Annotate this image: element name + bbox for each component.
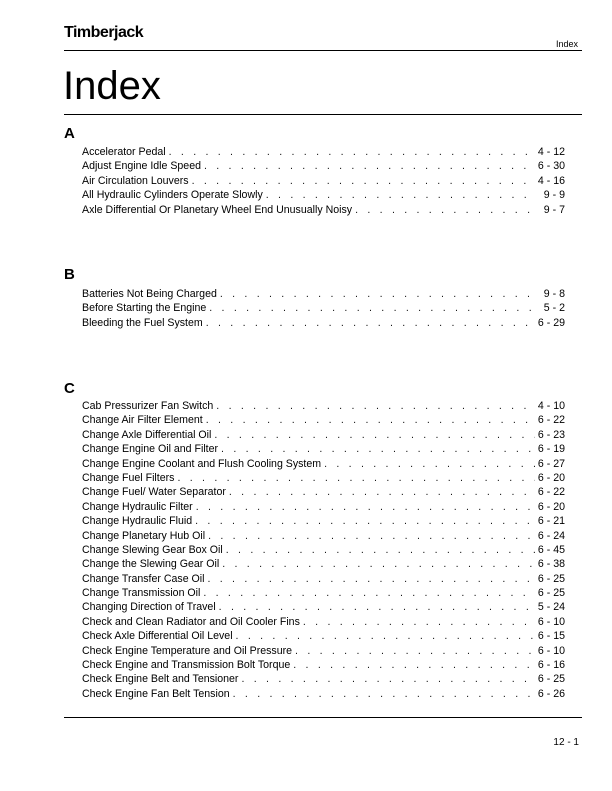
dot-leader: [292, 644, 535, 658]
index-entry-page: 6 - 25: [537, 587, 565, 600]
index-entry-title: Accelerator Pedal: [82, 146, 166, 158]
index-entry-title: Check and Clean Radiator and Oil Cooler Fins: [82, 615, 300, 628]
index-entry: [82, 514, 565, 528]
index-entry-page: 9 - 9: [543, 189, 565, 202]
dot-leader: [230, 687, 535, 701]
index-entry-page: 6 - 38: [537, 558, 565, 571]
dot-leader: [211, 428, 535, 442]
index-entry-page: 6 - 23: [537, 428, 565, 441]
index-entry-page: 6 - 16: [537, 659, 565, 672]
index-entry-page: 6 - 19: [537, 443, 565, 456]
index-entry: [82, 316, 565, 330]
index-entry-page: 9 - 8: [543, 288, 565, 300]
index-entry: [82, 485, 565, 499]
footer-rule: [64, 717, 582, 718]
index-entry-page: 6 - 10: [537, 615, 565, 628]
index-entry: [82, 471, 565, 485]
index-entry-page: 6 - 25: [537, 572, 565, 585]
index-entry-page: 5 - 2: [543, 302, 565, 315]
running-header-section: Index: [555, 39, 578, 49]
dot-leader: [205, 529, 535, 543]
dot-leader: [193, 500, 535, 514]
index-entry-title: Change Air Filter Element: [82, 414, 203, 427]
index-entry-page: 4 - 10: [537, 400, 565, 412]
index-entry-page: 6 - 45: [537, 543, 565, 556]
dot-leader: [233, 629, 535, 643]
index-entry-title: Change Axle Differential Oil: [82, 428, 212, 441]
index-entry-page: 4 - 12: [537, 146, 565, 158]
index-entry-page: 5 - 24: [537, 601, 565, 614]
index-entry-title: Change Hydraulic Fluid: [82, 515, 193, 528]
index-entry: [82, 572, 565, 586]
section-letter-c: C: [64, 380, 75, 397]
index-entry-title: Axle Differential Or Planetary Wheel End Unusually Noisy: [82, 203, 353, 216]
section-letter-b: B: [64, 266, 75, 283]
index-entry-page: 4 - 16: [537, 174, 565, 187]
index-entry-page: 6 - 20: [537, 500, 565, 513]
index-entry-title: Check Axle Differential Oil Level: [82, 630, 233, 643]
index-entry-title: Change Slewing Gear Box Oil: [82, 543, 223, 556]
index-entry: [82, 301, 565, 315]
index-entry: [82, 399, 565, 413]
index-entry: [82, 203, 565, 217]
dot-leader: [352, 203, 535, 217]
dot-leader: [226, 485, 535, 499]
index-entry-title: Check Engine and Transmission Bolt Torque: [82, 659, 291, 672]
index-entry: [82, 145, 565, 159]
dot-leader: [219, 557, 535, 571]
index-entry-title: Check Engine Belt and Tensioner: [82, 673, 239, 686]
header-rule: [64, 50, 582, 51]
index-entry-title: Change Transfer Case Oil: [82, 572, 205, 585]
index-entry-title: Bleeding the Fuel System: [82, 316, 203, 329]
index-entry: [82, 644, 565, 658]
index-entry-title: Change Fuel Filters: [82, 471, 175, 484]
index-entry-title: Changing Direction of Travel: [82, 601, 216, 614]
index-entry: [82, 159, 565, 173]
dot-leader: [201, 159, 535, 173]
index-entry: [82, 557, 565, 571]
index-entry: [82, 413, 565, 427]
index-entry-page: 6 - 30: [537, 160, 565, 173]
index-entry-title: Batteries Not Being Charged: [82, 288, 217, 300]
index-entry-page: 6 - 21: [537, 515, 565, 528]
dot-leader: [216, 600, 535, 614]
index-entry: [82, 174, 565, 188]
index-entry-title: Change Engine Oil and Filter: [82, 443, 219, 456]
index-entry-page: 6 - 29: [537, 316, 565, 329]
index-entry: [82, 287, 565, 301]
dot-leader: [203, 413, 535, 427]
index-entry-title: Adjust Engine Idle Speed: [82, 160, 201, 173]
index-entry-title: Check Engine Fan Belt Tension: [82, 687, 230, 700]
index-entry-title: Air Circulation Louvers: [82, 174, 189, 187]
dot-leader: [203, 316, 535, 330]
index-entry-title: All Hydraulic Cylinders Operate Slowly: [82, 189, 263, 202]
index-entry-title: Check Engine Temperature and Oil Pressure: [82, 644, 293, 657]
index-entry-page: 6 - 25: [537, 673, 565, 686]
index-entry: [82, 442, 565, 456]
index-entry: [82, 188, 565, 202]
index-entry: [82, 615, 565, 629]
index-entry: [82, 600, 565, 614]
title-rule: [64, 114, 582, 115]
index-entry: [82, 457, 565, 471]
index-entry-title: Cab Pressurizer Fan Switch: [82, 400, 214, 412]
index-entry-page: 9 - 7: [543, 203, 565, 216]
index-entry: [82, 672, 565, 686]
dot-leader: [321, 457, 535, 471]
index-entry-title: Change Engine Coolant and Flush Cooling System: [82, 457, 322, 470]
index-entry-page: 6 - 15: [537, 630, 565, 643]
index-entry-page: 6 - 10: [537, 644, 565, 657]
index-entry-title: Change Hydraulic Filter: [82, 500, 193, 513]
index-entry: [82, 658, 565, 672]
index-entry: [82, 428, 565, 442]
index-entry: [82, 543, 565, 557]
section-a-entries: [82, 145, 565, 217]
page-number: 12 - 1: [553, 737, 579, 748]
dot-leader: [206, 301, 535, 315]
dot-leader: [238, 672, 535, 686]
dot-leader: [174, 471, 535, 485]
index-entry: [82, 629, 565, 643]
index-entry-page: 6 - 24: [537, 529, 565, 542]
index-entry: [82, 529, 565, 543]
index-entry-title: Change Transmission Oil: [82, 587, 201, 600]
section-letter-a: A: [64, 125, 75, 142]
dot-leader: [217, 287, 535, 301]
dot-leader: [204, 572, 535, 586]
dot-leader: [166, 145, 535, 159]
dot-leader: [263, 188, 535, 202]
index-entry-page: 6 - 26: [537, 687, 565, 700]
index-entry-title: Change the Slewing Gear Oil: [82, 558, 220, 571]
dot-leader: [192, 514, 535, 528]
index-entry: [82, 500, 565, 514]
index-entry-title: Before Starting the Engine: [82, 302, 207, 315]
index-entry-page: 6 - 22: [537, 414, 565, 427]
dot-leader: [200, 586, 535, 600]
index-entry-page: 6 - 22: [537, 486, 565, 499]
index-entry: [82, 687, 565, 701]
brand-logo: Timberjack: [64, 24, 144, 41]
dot-leader: [218, 442, 535, 456]
index-entry-page: 6 - 27: [537, 457, 565, 470]
index-entry-title: Change Planetary Hub Oil: [82, 529, 206, 542]
section-c-entries: [82, 399, 565, 701]
index-entry: [82, 586, 565, 600]
dot-leader: [290, 658, 535, 672]
dot-leader: [213, 399, 535, 413]
dot-leader: [300, 615, 535, 629]
dot-leader: [189, 174, 535, 188]
page-title: Index: [63, 64, 161, 108]
section-b-entries: [82, 287, 565, 330]
index-entry-page: 6 - 20: [537, 471, 565, 484]
dot-leader: [223, 543, 535, 557]
index-entry-title: Change Fuel/ Water Separator: [82, 486, 226, 499]
